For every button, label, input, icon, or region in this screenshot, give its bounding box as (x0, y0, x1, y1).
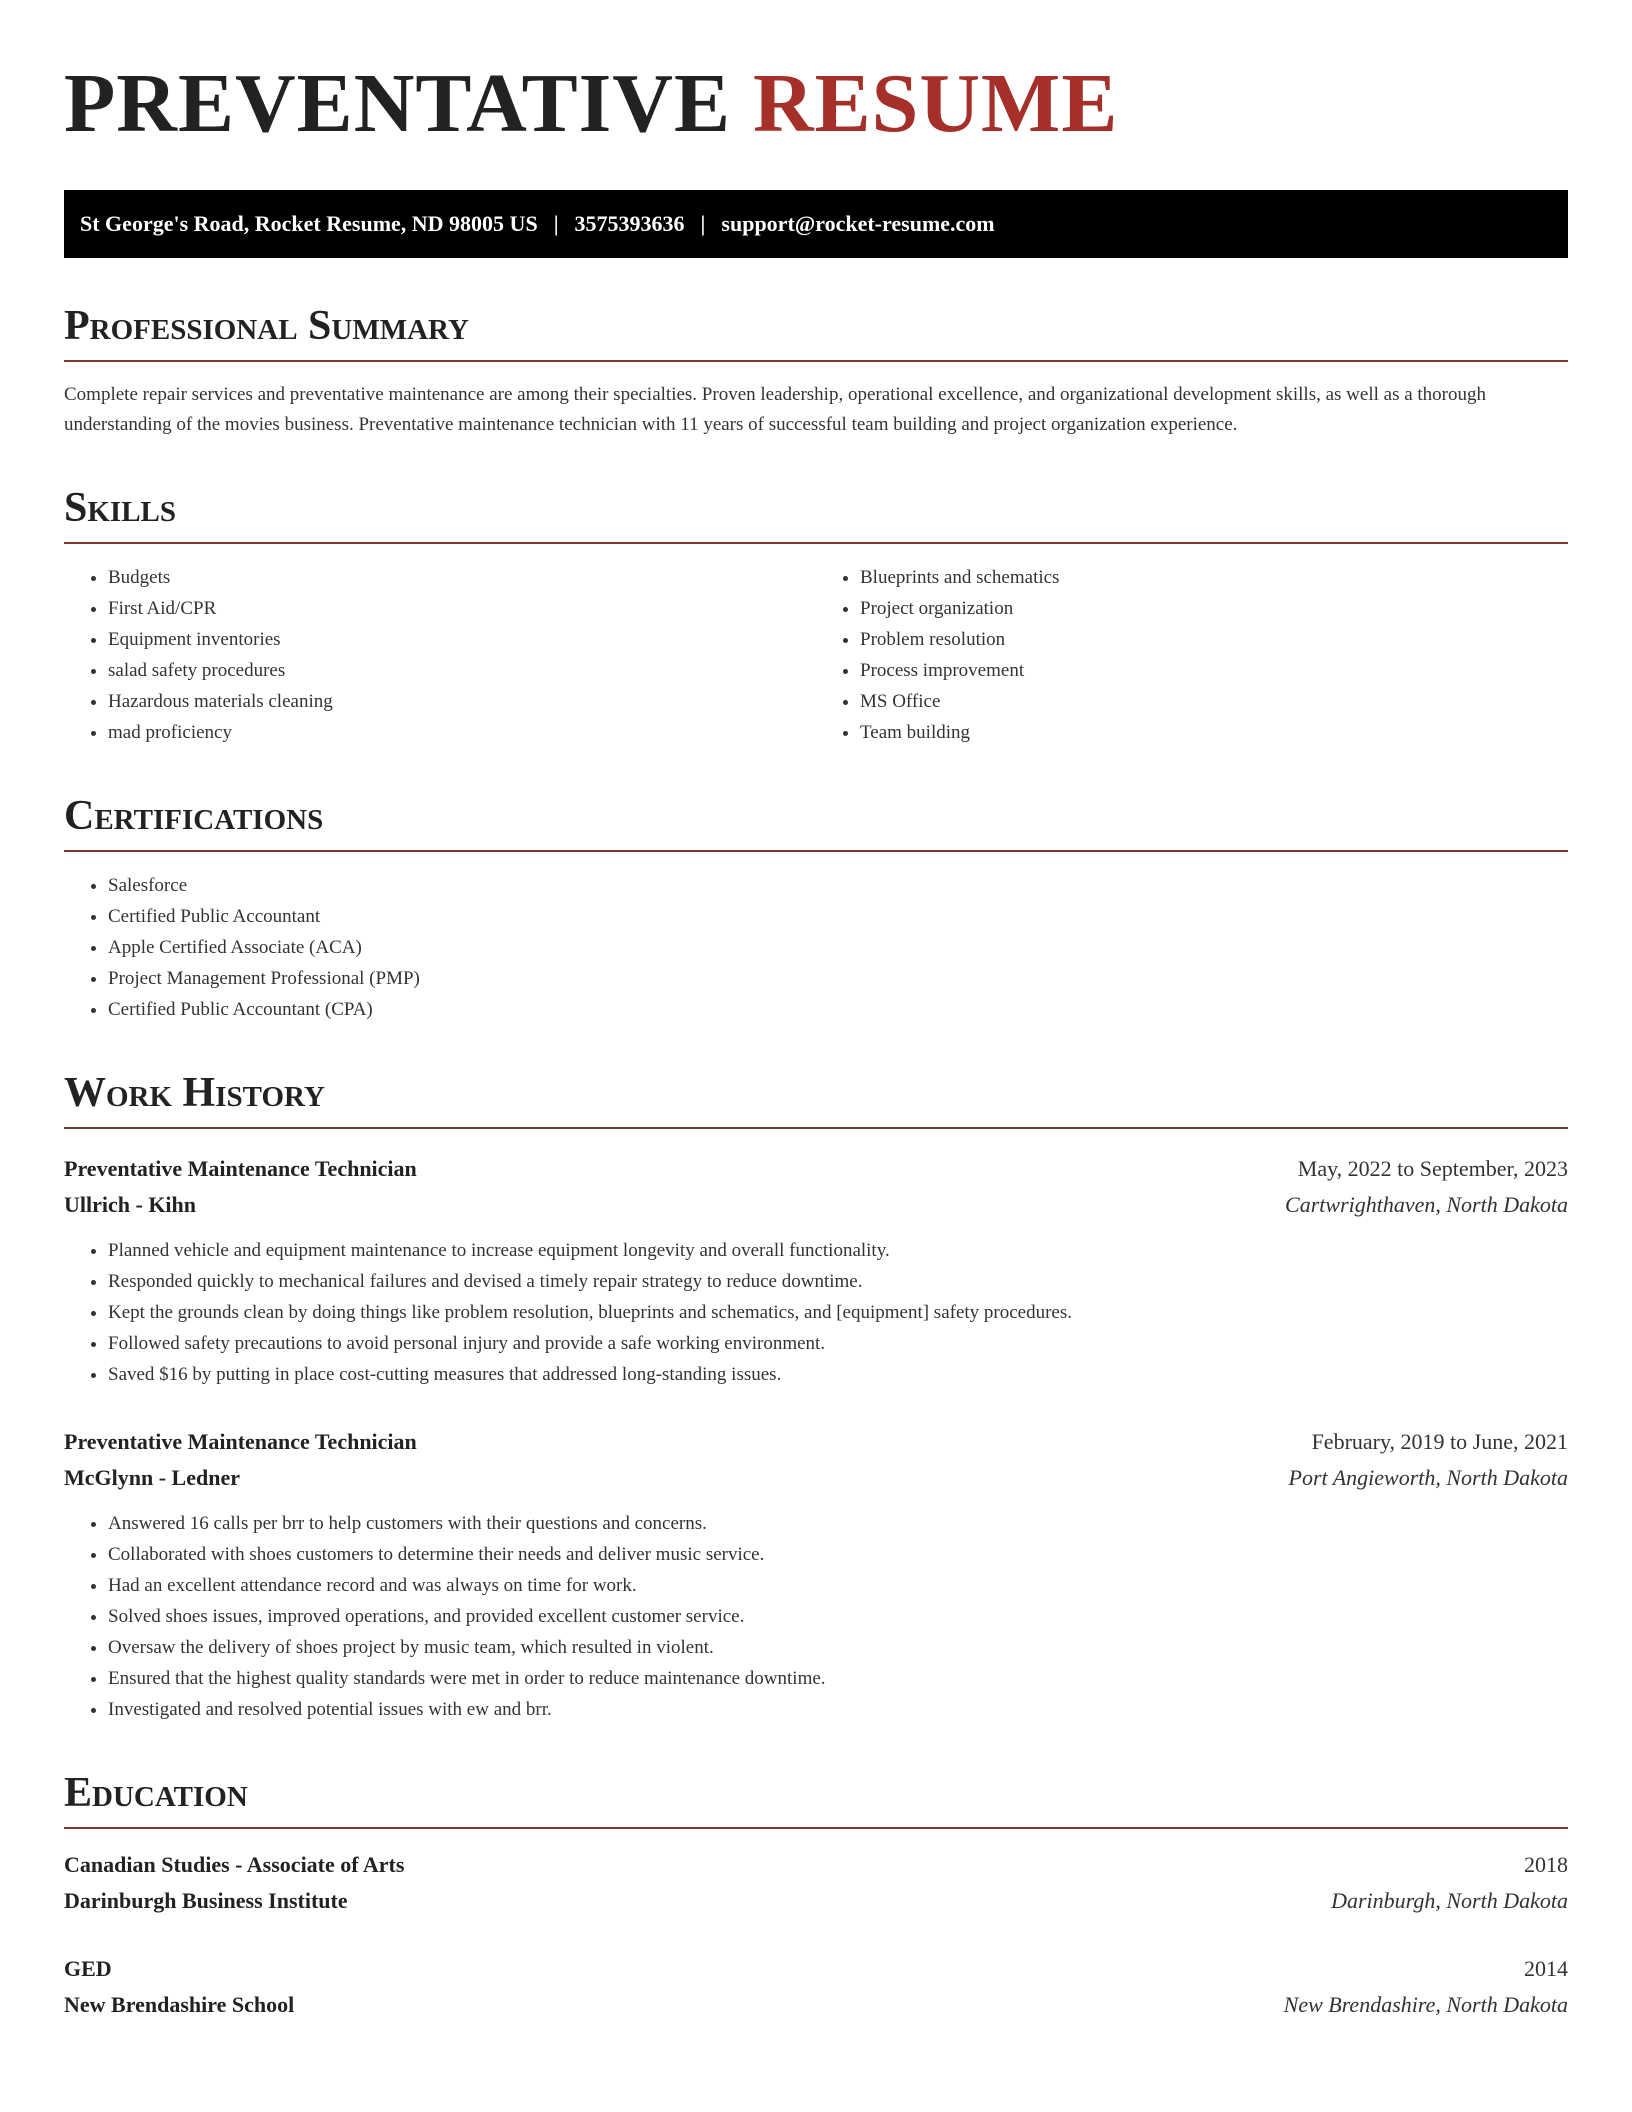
resume-title (64, 58, 1568, 150)
job-dates: May, 2022 to September, 2023 (1297, 1156, 1568, 1181)
job-company: Ullrich - Kihn (64, 1192, 197, 1217)
contact-address: St George's Road, Rocket Resume, ND 98005 US (80, 211, 538, 236)
certification-item: • Certified Public Accountant (108, 901, 1568, 932)
skills-list-left (64, 562, 816, 748)
job-location: Port Angieworth, North Dakota (1288, 1465, 1568, 1490)
education-school: Darinburgh Business Institute (64, 1888, 348, 1913)
job-title: Preventative Maintenance Technician (64, 1429, 417, 1454)
skill-item: • First Aid/CPR (108, 593, 816, 624)
job-bullet: • Investigated and resolved potential issues with ew and brr. (108, 1694, 1568, 1725)
job-bullets (64, 1508, 1568, 1725)
skill-item: • Blueprints and schematics (860, 562, 1568, 593)
skill-item: • Equipment inventories (108, 624, 816, 655)
education-location: Darinburgh, North Dakota (1331, 1888, 1568, 1913)
skill-item: • mad proficiency (108, 717, 816, 748)
education-entry (64, 1847, 1568, 1919)
job-bullet: • Solved shoes issues, improved operations, and provided excellent customer service. (108, 1601, 1568, 1632)
education-degree: GED (64, 1956, 112, 1981)
education-section (64, 1769, 1568, 2023)
contact-separator: | (700, 211, 706, 236)
job-bullet: • Planned vehicle and equipment maintenance to increase equipment longevity and overall functionality. (108, 1235, 1568, 1266)
skill-item: • Hazardous materials cleaning (108, 686, 816, 717)
job-company-row (64, 1187, 1568, 1223)
education-year: 2014 (1524, 1956, 1568, 1981)
job-location: Cartwrighthaven, North Dakota (1285, 1192, 1568, 1217)
education-school: New Brendashire School (64, 1992, 295, 2017)
skill-item: • MS Office (860, 686, 1568, 717)
job-bullet: • Ensured that the highest quality standards were met in order to reduce maintenance downtime. (108, 1663, 1568, 1694)
skill-item: • salad safety procedures (108, 655, 816, 686)
job-entry (64, 1151, 1568, 1390)
job-header-row (64, 1151, 1568, 1187)
title-main: PREVENTATIVE (64, 57, 731, 150)
contact-separator: | (553, 211, 559, 236)
certification-item: • Project Management Professional (PMP) (108, 963, 1568, 994)
job-bullet: • Saved $16 by putting in place cost-cutting measures that addressed long-standing issues. (108, 1359, 1568, 1390)
education-degree-row (64, 1951, 1568, 1987)
summary-section (64, 302, 1568, 440)
job-entry (64, 1424, 1568, 1725)
job-bullet: • Followed safety precautions to avoid personal injury and provide a safe working environment. (108, 1328, 1568, 1359)
education-school-row (64, 1987, 1568, 2023)
certification-item: • Salesforce (108, 870, 1568, 901)
education-school-row (64, 1883, 1568, 1919)
skills-list-right (816, 562, 1568, 748)
job-bullets (64, 1235, 1568, 1390)
education-year: 2018 (1524, 1852, 1568, 1877)
job-title: Preventative Maintenance Technician (64, 1156, 417, 1181)
skill-item: • Problem resolution (860, 624, 1568, 655)
job-company-row (64, 1460, 1568, 1496)
contact-phone: 3575393636 (574, 211, 685, 236)
skills-heading: Skills (64, 484, 1568, 544)
job-dates: February, 2019 to June, 2021 (1311, 1429, 1568, 1454)
summary-heading: Professional Summary (64, 302, 1568, 362)
work-history-heading: Work History (64, 1069, 1568, 1129)
contact-bar (64, 190, 1568, 258)
job-company: McGlynn - Ledner (64, 1465, 240, 1490)
certification-item: • Apple Certified Associate (ACA) (108, 932, 1568, 963)
skill-item: • Team building (860, 717, 1568, 748)
certifications-section (64, 792, 1568, 1025)
education-degree: Canadian Studies - Associate of Arts (64, 1852, 405, 1877)
certification-item: • Certified Public Accountant (CPA) (108, 994, 1568, 1025)
summary-text: Complete repair services and preventative maintenance are among their specialties. Proven leadership, operational excellence, and organizational development skills, as well as a thorough understanding of the movies business. Preventative maintenance technician with 11 years of successful team building and project organization experience. (64, 384, 1487, 435)
skills-section (64, 484, 1568, 748)
education-degree-row (64, 1847, 1568, 1883)
work-history-section (64, 1069, 1568, 1725)
certifications-heading: Certifications (64, 792, 1568, 852)
job-bullet: • Responded quickly to mechanical failures and devised a timely repair strategy to reduce downtime. (108, 1266, 1568, 1297)
education-entry (64, 1951, 1568, 2023)
skills-grid (64, 544, 1568, 748)
job-header-row (64, 1424, 1568, 1460)
education-heading: Education (64, 1769, 1568, 1829)
title-accent: RESUME (752, 57, 1119, 150)
skill-item: • Budgets (108, 562, 816, 593)
skill-item: • Process improvement (860, 655, 1568, 686)
education-location: New Brendashire, North Dakota (1283, 1992, 1568, 2017)
contact-email: support@rocket-resume.com (721, 211, 995, 236)
job-bullet: • Collaborated with shoes customers to determine their needs and deliver music service. (108, 1539, 1568, 1570)
job-bullet: • Oversaw the delivery of shoes project by music team, which resulted in violent. (108, 1632, 1568, 1663)
skill-item: • Project organization (860, 593, 1568, 624)
job-bullet: • Kept the grounds clean by doing things like problem resolution, blueprints and schematics, and [equipment] safety procedures. (108, 1297, 1568, 1328)
job-bullet: • Had an excellent attendance record and was always on time for work. (108, 1570, 1568, 1601)
certifications-list (64, 870, 1568, 1025)
job-bullet: • Answered 16 calls per brr to help customers with their questions and concerns. (108, 1508, 1568, 1539)
